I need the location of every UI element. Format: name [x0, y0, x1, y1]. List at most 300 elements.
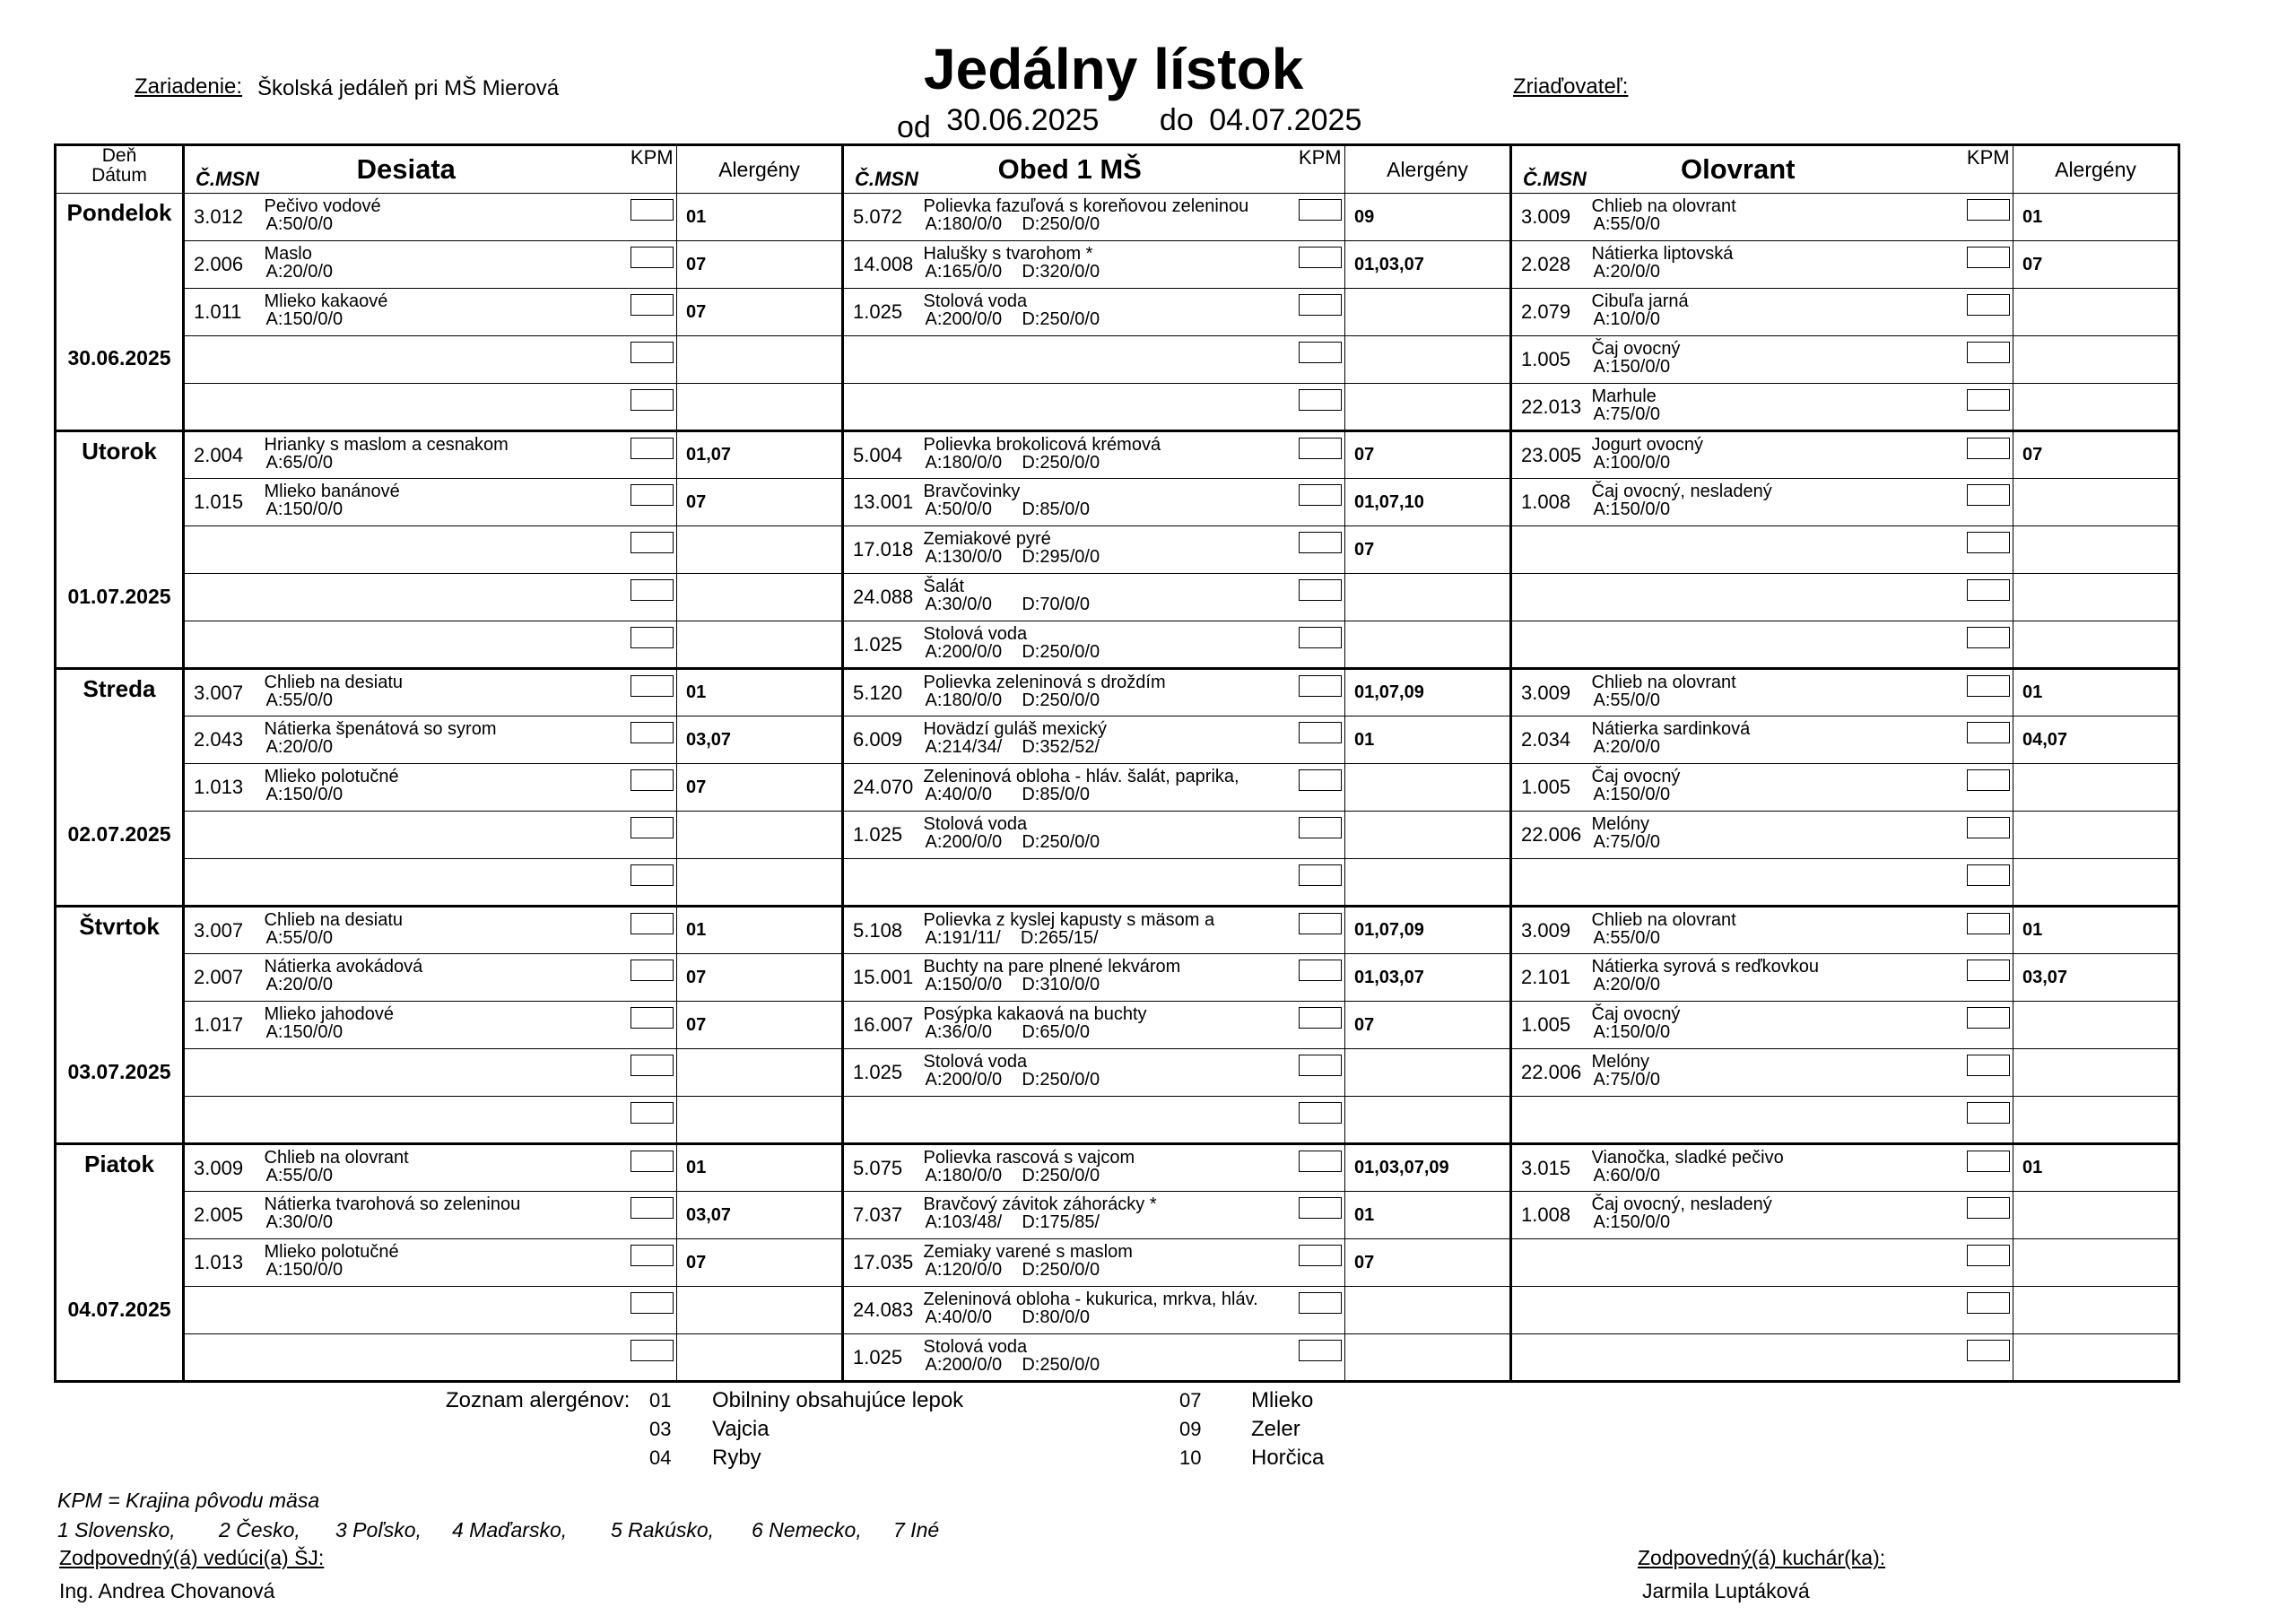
- day-date-header: Deň Dátum: [56, 145, 184, 194]
- kpm-checkbox[interactable]: [1299, 438, 1342, 459]
- kpm-checkbox[interactable]: [1967, 294, 2010, 316]
- kpm-cell: [1964, 621, 2013, 669]
- kpm-cell: [1296, 194, 1345, 241]
- allergen-codes: [677, 859, 843, 907]
- kpm-cell: [628, 621, 677, 669]
- food-portion: A:36/0/0 D:65/0/0: [925, 1022, 1090, 1042]
- food-item: [924, 1097, 1296, 1144]
- table-row: [56, 1287, 2179, 1334]
- kpm-checkbox[interactable]: [1299, 484, 1342, 506]
- food-name: Nátierka liptovská: [1591, 244, 1734, 264]
- cook-label: Zodpovedný(á) kuchár(ka):: [1638, 1546, 1886, 1569]
- allergen-codes: [1345, 621, 1511, 669]
- food-name: Cibuľa jarná: [1591, 291, 1689, 311]
- table-row: [56, 1002, 2179, 1049]
- food-item: [924, 194, 1296, 241]
- kpm-checkbox[interactable]: [631, 913, 674, 934]
- msn-code: [184, 574, 265, 621]
- table-row: [56, 1097, 2179, 1144]
- kpm-checkbox[interactable]: [631, 438, 674, 459]
- country-list: 1 Slovensko, 2 Česko, 3 Poľsko, 4 Maďarsko, 5 Rakúsko, 6 Nemecko, 7 Iné: [57, 1518, 940, 1541]
- kpm-checkbox[interactable]: [631, 722, 674, 743]
- msn-code: 2.079: [1511, 289, 1592, 336]
- kpm-cell: [1964, 1239, 2013, 1287]
- kpm-checkbox[interactable]: [631, 1340, 674, 1361]
- food-portion: A:55/0/0: [265, 928, 334, 948]
- kpm-cell: [1296, 669, 1345, 716]
- kpm-checkbox[interactable]: [631, 1151, 674, 1172]
- allergen-codes: 01,07,09: [1345, 669, 1511, 716]
- kpm-checkbox[interactable]: [1967, 817, 2010, 838]
- allergen-codes: [2013, 1239, 2179, 1287]
- kpm-checkbox[interactable]: [1299, 675, 1342, 697]
- kpm-checkbox[interactable]: [1299, 1102, 1342, 1124]
- kpm-cell: [628, 764, 677, 812]
- allergen-codes: 03,07: [2013, 954, 2179, 1002]
- kpm-cell: [628, 384, 677, 431]
- msn-code: 1.025: [843, 289, 924, 336]
- kpm-checkbox[interactable]: [631, 389, 674, 411]
- kpm-checkbox[interactable]: [631, 627, 674, 648]
- food-portion: A:200/0/0 D:250/0/0: [925, 1070, 1100, 1090]
- kpm-checkbox[interactable]: [1299, 913, 1342, 934]
- manager-name: Ing. Andrea Chovanová: [59, 1579, 275, 1602]
- kpm-checkbox[interactable]: [1299, 722, 1342, 743]
- msn-code: 3.009: [184, 1144, 265, 1192]
- food-portion: A:120/0/0 D:250/0/0: [925, 1260, 1100, 1280]
- kpm-checkbox[interactable]: [1299, 1007, 1342, 1029]
- kpm-checkbox[interactable]: [1967, 1102, 2010, 1124]
- kpm-checkbox[interactable]: [1967, 1197, 2010, 1219]
- food-item: [924, 574, 1296, 621]
- allergen-codes: [677, 1334, 843, 1382]
- kpm-checkbox[interactable]: [1299, 1055, 1342, 1076]
- msn-code: [184, 812, 265, 859]
- kpm-checkbox[interactable]: [1967, 722, 2010, 743]
- msn-code: [843, 1097, 924, 1144]
- kpm-cell: [1964, 241, 2013, 289]
- kpm-checkbox[interactable]: [631, 484, 674, 506]
- food-name: Nátierka avokádová: [264, 957, 423, 977]
- msn-code: 1.013: [184, 1239, 265, 1287]
- kpm-checkbox[interactable]: [631, 247, 674, 268]
- kpm-checkbox[interactable]: [1967, 342, 2010, 363]
- table-row: [56, 289, 2179, 336]
- table-row: [56, 194, 2179, 241]
- food-item: [1592, 194, 1964, 241]
- food-item: [1592, 859, 1964, 907]
- food-name: Jogurt ovocný: [1591, 435, 1704, 455]
- food-item: [265, 1002, 628, 1049]
- food-item: [265, 954, 628, 1002]
- food-name: Čaj ovocný, nesladený: [1591, 482, 1772, 501]
- allergen-codes: 07: [1345, 526, 1511, 574]
- food-item: [265, 1097, 628, 1144]
- food-item: [1592, 526, 1964, 574]
- msn-code: 5.120: [843, 669, 924, 716]
- food-name: Polievka brokolicová krémová: [923, 435, 1161, 455]
- food-name: Maslo: [264, 244, 312, 264]
- food-name: Buchty na pare plnené lekvárom: [923, 957, 1181, 977]
- food-item: [924, 1287, 1296, 1334]
- food-item: [265, 1239, 628, 1287]
- from-date: 30.06.2025: [946, 103, 1100, 137]
- food-item: [924, 289, 1296, 336]
- kpm-checkbox[interactable]: [1967, 247, 2010, 268]
- allergen-codes: [677, 574, 843, 621]
- kpm-header: KPM: [628, 145, 677, 194]
- food-portion: A:180/0/0 D:250/0/0: [925, 214, 1100, 234]
- kpm-checkbox[interactable]: [1967, 1340, 2010, 1361]
- day-name: Piatok: [83, 1151, 155, 1177]
- kpm-checkbox[interactable]: [1967, 438, 2010, 459]
- kpm-cell: [628, 716, 677, 764]
- meal-header-1: Č.MSN Desiata: [184, 145, 628, 194]
- table-row: [56, 812, 2179, 859]
- food-portion: A:200/0/0 D:250/0/0: [925, 309, 1100, 329]
- table-header-row: [56, 145, 2179, 194]
- page-title: Jedálny lístok: [924, 37, 1304, 101]
- kpm-checkbox[interactable]: [1967, 1007, 2010, 1029]
- msn-code: 5.004: [843, 431, 924, 479]
- food-portion: A:55/0/0: [1593, 214, 1661, 234]
- food-item: [265, 1049, 628, 1097]
- kpm-cell: [628, 479, 677, 526]
- allergen-codes: 01: [677, 669, 843, 716]
- kpm-checkbox[interactable]: [631, 817, 674, 838]
- kpm-checkbox[interactable]: [631, 1245, 674, 1266]
- msn-code: [1511, 1239, 1592, 1287]
- msn-code: 3.009: [1511, 194, 1592, 241]
- kpm-checkbox[interactable]: [1299, 532, 1342, 553]
- kpm-checkbox[interactable]: [1967, 1055, 2010, 1076]
- food-item: [265, 859, 628, 907]
- allergen-item: 04 Ryby: [649, 1446, 761, 1470]
- allergen-codes: 01: [677, 907, 843, 954]
- allergen-codes: 01: [677, 194, 843, 241]
- kpm-cell: [628, 241, 677, 289]
- allergen-codes: 07: [677, 1239, 843, 1287]
- kpm-cell: [1964, 812, 2013, 859]
- food-portion: A:130/0/0 D:295/0/0: [925, 547, 1100, 567]
- msn-code: [184, 1049, 265, 1097]
- kpm-checkbox[interactable]: [1299, 389, 1342, 411]
- kpm-checkbox[interactable]: [631, 342, 674, 363]
- kpm-cell: [1296, 384, 1345, 431]
- kpm-checkbox[interactable]: [1967, 389, 2010, 411]
- allergen-codes: [1345, 1049, 1511, 1097]
- msn-code: [1511, 1097, 1592, 1144]
- msn-code: [184, 859, 265, 907]
- kpm-checkbox[interactable]: [1299, 960, 1342, 981]
- msn-code: 2.101: [1511, 954, 1592, 1002]
- food-portion: A:30/0/0: [265, 1212, 334, 1232]
- kpm-cell: [1296, 574, 1345, 621]
- kpm-cell: [1964, 1287, 2013, 1334]
- kpm-checkbox[interactable]: [1299, 294, 1342, 316]
- kpm-checkbox[interactable]: [1967, 675, 2010, 697]
- kpm-checkbox[interactable]: [1967, 199, 2010, 221]
- food-name: Čaj ovocný, nesladený: [1591, 1194, 1772, 1214]
- kpm-checkbox[interactable]: [1299, 1340, 1342, 1361]
- msn-code: 3.009: [1511, 669, 1592, 716]
- food-name: Chlieb na olovrant: [264, 1148, 409, 1168]
- food-portion: A:165/0/0 D:320/0/0: [925, 262, 1100, 282]
- food-item: [265, 194, 628, 241]
- food-item: [265, 1334, 628, 1382]
- allergen-codes: [2013, 384, 2179, 431]
- kpm-checkbox[interactable]: [1299, 1292, 1342, 1314]
- food-name: Zeleninová obloha - kukurica, mrkva, hláv.: [923, 1290, 1258, 1309]
- kpm-checkbox[interactable]: [631, 864, 674, 886]
- allergens-header: Alergény: [677, 145, 843, 194]
- allergen-codes: 01: [1345, 1192, 1511, 1239]
- food-portion: A:180/0/0 D:250/0/0: [925, 453, 1100, 473]
- kpm-checkbox[interactable]: [1967, 769, 2010, 791]
- allergen-codes: 07: [1345, 1002, 1511, 1049]
- allergen-codes: [2013, 1334, 2179, 1382]
- msn-code: 1.008: [1511, 479, 1592, 526]
- food-item: [924, 1239, 1296, 1287]
- kpm-checkbox[interactable]: [631, 1007, 674, 1029]
- day-date: 03.07.2025: [67, 1060, 171, 1083]
- kpm-cell: [1296, 479, 1345, 526]
- food-item: [924, 526, 1296, 574]
- food-portion: A:55/0/0: [1593, 928, 1661, 948]
- msn-code: [184, 526, 265, 574]
- msn-code: 2.006: [184, 241, 265, 289]
- food-name: Polievka fazuľová s koreňovou zeleninou: [923, 196, 1249, 216]
- food-item: [1592, 289, 1964, 336]
- kpm-cell: [1964, 384, 2013, 431]
- table-row: [56, 716, 2179, 764]
- kpm-cell: [628, 1144, 677, 1192]
- kpm-checkbox[interactable]: [631, 1292, 674, 1314]
- kpm-cell: [628, 1192, 677, 1239]
- msn-code: 5.072: [843, 194, 924, 241]
- table-row: [56, 1192, 2179, 1239]
- food-item: [265, 289, 628, 336]
- msn-code: [1511, 621, 1592, 669]
- founder-label: Zriaďovateľ:: [1513, 74, 1629, 99]
- kpm-checkbox[interactable]: [1967, 864, 2010, 886]
- msn-code: [184, 1097, 265, 1144]
- kpm-cell: [1296, 907, 1345, 954]
- kpm-checkbox[interactable]: [631, 675, 674, 697]
- day-date: 04.07.2025: [67, 1298, 171, 1321]
- allergen-codes: 07: [677, 1002, 843, 1049]
- food-name: Stolová voda: [923, 1052, 1028, 1072]
- food-portion: A:20/0/0: [1593, 737, 1661, 757]
- kpm-cell: [1964, 669, 2013, 716]
- allergen-codes: 04,07: [2013, 716, 2179, 764]
- msn-code: 5.075: [843, 1144, 924, 1192]
- kpm-checkbox[interactable]: [1299, 342, 1342, 363]
- kpm-checkbox[interactable]: [1299, 769, 1342, 791]
- food-name: Pečivo vodové: [264, 196, 381, 216]
- food-item: [265, 1144, 628, 1192]
- allergen-codes: 07: [677, 289, 843, 336]
- kpm-cell: [1296, 1097, 1345, 1144]
- facility-value: Školská jedáleň pri MŠ Mierová: [257, 76, 560, 100]
- food-portion: A:150/0/0: [265, 1022, 344, 1042]
- food-item: [924, 431, 1296, 479]
- food-portion: A:214/34/ D:352/52/: [925, 737, 1100, 757]
- food-name: Hovädzí guláš mexický: [923, 719, 1108, 739]
- msn-code: 1.013: [184, 764, 265, 812]
- food-portion: A:20/0/0: [1593, 975, 1661, 994]
- msn-code: 2.007: [184, 954, 265, 1002]
- food-item: [924, 1049, 1296, 1097]
- food-name: Stolová voda: [923, 1337, 1028, 1357]
- kpm-cell: [1296, 1239, 1345, 1287]
- msn-code: [184, 384, 265, 431]
- kpm-checkbox[interactable]: [1299, 1245, 1342, 1266]
- allergen-codes: [677, 384, 843, 431]
- kpm-checkbox[interactable]: [1967, 532, 2010, 553]
- allergen-codes: 07: [677, 241, 843, 289]
- food-name: Polievka rascová s vajcom: [923, 1148, 1135, 1168]
- msn-code: 5.108: [843, 907, 924, 954]
- food-portion: A:75/0/0: [1593, 404, 1661, 424]
- kpm-cell: [1964, 1002, 2013, 1049]
- kpm-checkbox[interactable]: [631, 769, 674, 791]
- kpm-cell: [628, 194, 677, 241]
- allergen-codes: 01,07,10: [1345, 479, 1511, 526]
- kpm-checkbox[interactable]: [1299, 864, 1342, 886]
- table-row: [56, 479, 2179, 526]
- menu-table: [54, 143, 2180, 1383]
- kpm-checkbox[interactable]: [1967, 913, 2010, 934]
- kpm-checkbox[interactable]: [631, 1055, 674, 1076]
- food-item: [924, 1192, 1296, 1239]
- kpm-checkbox[interactable]: [1967, 1151, 2010, 1172]
- kpm-checkbox[interactable]: [1299, 817, 1342, 838]
- allergen-codes: 07: [677, 954, 843, 1002]
- msn-code: 16.007: [843, 1002, 924, 1049]
- food-item: [924, 764, 1296, 812]
- kpm-checkbox[interactable]: [631, 1197, 674, 1219]
- table-row: [56, 1334, 2179, 1382]
- allergens-header: Alergény: [1345, 145, 1511, 194]
- allergen-codes: [1345, 812, 1511, 859]
- food-portion: A:100/0/0: [1593, 453, 1671, 473]
- msn-code: [1511, 1334, 1592, 1382]
- kpm-cell: [1964, 194, 2013, 241]
- food-name: Chlieb na olovrant: [1591, 910, 1736, 930]
- kpm-checkbox[interactable]: [1967, 484, 2010, 506]
- kpm-cell: [1964, 1192, 2013, 1239]
- kpm-cell: [628, 954, 677, 1002]
- kpm-cell: [1964, 1144, 2013, 1192]
- allergen-codes: 01: [2013, 1144, 2179, 1192]
- food-item: [1592, 1287, 1964, 1334]
- to-label: do: [1159, 103, 1194, 137]
- kpm-checkbox[interactable]: [1299, 199, 1342, 221]
- kpm-checkbox[interactable]: [1299, 1197, 1342, 1219]
- food-item: [1592, 954, 1964, 1002]
- kpm-checkbox[interactable]: [1299, 247, 1342, 268]
- food-item: [1592, 1097, 1964, 1144]
- allergen-codes: [1345, 859, 1511, 907]
- kpm-header: KPM: [1296, 145, 1345, 194]
- msn-code: 2.005: [184, 1192, 265, 1239]
- kpm-cell: [1296, 812, 1345, 859]
- table-row: [56, 526, 2179, 574]
- food-name: Nátierka tvarohová so zeleninou: [264, 1194, 521, 1214]
- table-row: [56, 859, 2179, 907]
- kpm-checkbox[interactable]: [1967, 627, 2010, 648]
- day-cell: [56, 669, 184, 907]
- meal-header-3: Č.MSN Olovrant: [1511, 145, 1964, 194]
- kpm-cell: [1296, 1002, 1345, 1049]
- kpm-checkbox[interactable]: [1299, 627, 1342, 648]
- food-portion: A:200/0/0 D:250/0/0: [925, 1355, 1100, 1375]
- food-name: Chlieb na desiatu: [264, 673, 404, 692]
- msn-code: 1.005: [1511, 1002, 1592, 1049]
- food-name: Čaj ovocný: [1591, 1004, 1681, 1024]
- msn-code: [843, 336, 924, 384]
- kpm-checkbox[interactable]: [1967, 1245, 2010, 1266]
- kpm-checkbox[interactable]: [631, 199, 674, 221]
- food-portion: A:150/0/0: [1593, 1022, 1671, 1042]
- day-cell: [56, 431, 184, 669]
- kpm-cell: [1964, 289, 2013, 336]
- day-cell: [56, 907, 184, 1144]
- msn-code: [843, 384, 924, 431]
- msn-code: [1511, 574, 1592, 621]
- food-item: [265, 431, 628, 479]
- msn-code: [184, 336, 265, 384]
- food-item: [924, 954, 1296, 1002]
- kpm-checkbox[interactable]: [1299, 1151, 1342, 1172]
- kpm-checkbox[interactable]: [1299, 579, 1342, 601]
- food-item: [924, 859, 1296, 907]
- msn-code: 22.006: [1511, 1049, 1592, 1097]
- kpm-checkbox[interactable]: [1967, 960, 2010, 981]
- msn-code: 17.035: [843, 1239, 924, 1287]
- food-name: Melóny: [1591, 814, 1649, 834]
- kpm-cell: [628, 574, 677, 621]
- kpm-cell: [1964, 1334, 2013, 1382]
- day-date: 02.07.2025: [67, 822, 171, 846]
- kpm-checkbox[interactable]: [1967, 1292, 2010, 1314]
- kpm-cell: [1964, 1049, 2013, 1097]
- food-item: [1592, 1049, 1964, 1097]
- allergen-item: 01 Obilniny obsahujúce lepok: [649, 1388, 964, 1412]
- kpm-checkbox[interactable]: [631, 294, 674, 316]
- food-portion: A:30/0/0 D:70/0/0: [925, 595, 1090, 614]
- msn-code: 22.006: [1511, 812, 1592, 859]
- food-name: Posýpka kakaová na buchty: [923, 1004, 1147, 1024]
- allergen-codes: 07: [2013, 241, 2179, 289]
- allergen-codes: 01: [1345, 716, 1511, 764]
- kpm-checkbox[interactable]: [631, 960, 674, 981]
- kpm-checkbox[interactable]: [631, 532, 674, 553]
- kpm-checkbox[interactable]: [631, 1102, 674, 1124]
- food-item: [1592, 1144, 1964, 1192]
- kpm-checkbox[interactable]: [1967, 579, 2010, 601]
- kpm-cell: [1964, 764, 2013, 812]
- food-portion: A:20/0/0: [265, 737, 334, 757]
- allergen-item: 10 Horčica: [1179, 1446, 1325, 1470]
- allergen-codes: [1345, 1097, 1511, 1144]
- msn-code: [1511, 1287, 1592, 1334]
- food-portion: A:150/0/0: [265, 499, 344, 519]
- kpm-checkbox[interactable]: [631, 579, 674, 601]
- food-item: [1592, 621, 1964, 669]
- food-item: [1592, 1239, 1964, 1287]
